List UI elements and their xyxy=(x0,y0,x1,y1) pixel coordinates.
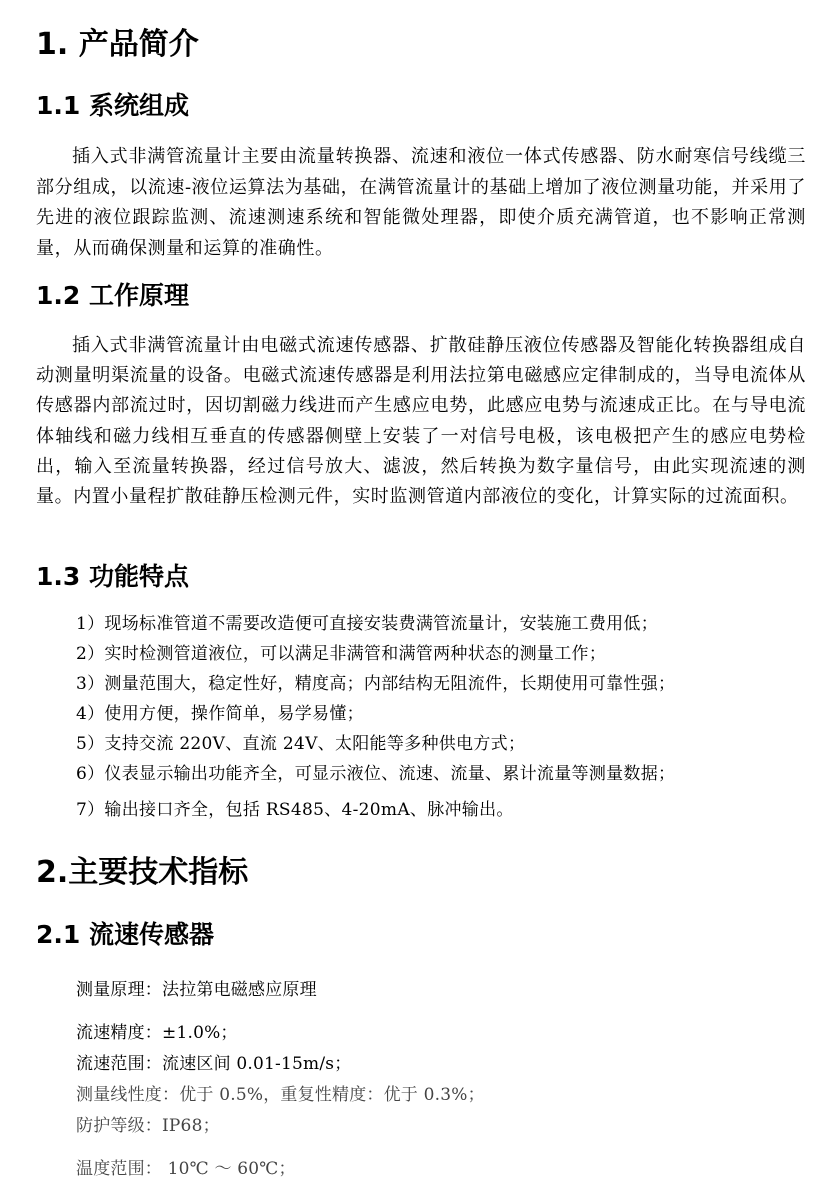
spec-list xyxy=(76,975,485,1185)
section-2-heading: 2.主要技术指标 xyxy=(36,855,249,890)
spec-key: 测量原理： xyxy=(76,980,162,1000)
feature-item: 1）现场标准管道不需要改造便可直接安装费满管流量计，安装施工费用低； xyxy=(76,614,659,634)
section-1-heading: 1. 产品简介 xyxy=(36,27,199,62)
feature-item: 5）支持交流 220V、直流 24V、太阳能等多种供电方式； xyxy=(76,734,526,754)
feature-list xyxy=(76,609,675,825)
feature-item: 6）仪表显示输出功能齐全，可显示液位、流速、流量、累计流量等测量数据； xyxy=(76,764,676,784)
feature-item: 3）测量范围大，稳定性好，精度高；内部结构无阻流件，长期使用可靠性强； xyxy=(76,674,676,694)
spec-key: 测量线性度： xyxy=(76,1085,180,1105)
section-1-1-paragraph: 插入式非满管流量计主要由流量转换器、流速和液位一体式传感器、防水耐寒信号线缆三部分组成，以流速-液位运算法为基础，在满管流量计的基础上增加了液位测量功能，并采用了先进的液位跟踪监测、流速测速系统和智能微处理器，即使介质充满管道，也不影响正常测量，从而确保测量和运算的准确性。 xyxy=(36,146,806,260)
feature-item: 7）输出接口齐全，包括 RS485、4-20mA、脉冲输出。 xyxy=(76,800,514,820)
spec-key: 流速范围： xyxy=(76,1054,162,1074)
spec-value: 流速区间 0.01-15m/s； xyxy=(162,1054,352,1074)
spec-key: 温度范围： xyxy=(76,1159,162,1179)
spec-value: 优于 0.5%，重复性精度：优于 0.3%； xyxy=(179,1085,485,1105)
spec-item xyxy=(76,1018,485,1049)
spec-value: 10℃ ～ 60℃； xyxy=(162,1159,296,1179)
spec-value: IP68； xyxy=(162,1116,220,1136)
section-1-2-heading: 1.2 工作原理 xyxy=(36,281,189,310)
section-2-1-heading: 2.1 流速传感器 xyxy=(36,920,214,949)
spec-value: 法拉第电磁感应原理 xyxy=(162,980,317,1000)
feature-item: 4）使用方便，操作简单，易学易懂； xyxy=(76,704,364,724)
section-1-2-paragraph: 插入式非满管流量计由电磁式流速传感器、扩散硅静压液位传感器及智能化转换器组成自动测量明渠流量的设备。电磁式流速传感器是利用法拉第电磁感应定律制成的，当导电流体从传感器内部流过时，因切割磁力线进而产生感应电势，此感应电势与流速成正比。在与导电流体轴线和磁力线相互垂直的传感器侧壁上安装了一对信号电极，该电极把产生的感应电势检出，输入至流量转换器，经过信号放大、滤波，然后转换为数字量信号，由此实现流速的测量。内置小量程扩散硅静压检测元件，实时监测管道内部液位的变化，计算实际的过流面积。 xyxy=(36,335,806,508)
spec-item xyxy=(76,1111,485,1142)
spec-key: 流速精度： xyxy=(76,1023,162,1043)
section-1-1-heading: 1.1 系统组成 xyxy=(36,91,189,120)
spec-item xyxy=(76,975,485,1006)
feature-item: 2）实时检测管道液位，可以满足非满管和满管两种状态的测量工作； xyxy=(76,644,607,664)
spec-key: 防护等级： xyxy=(76,1116,162,1136)
spec-item xyxy=(76,1080,485,1111)
spec-item xyxy=(76,1049,485,1080)
spec-value: ±1.0%； xyxy=(162,1023,238,1043)
section-1-3-heading: 1.3 功能特点 xyxy=(36,562,189,591)
spec-item xyxy=(76,1154,485,1185)
